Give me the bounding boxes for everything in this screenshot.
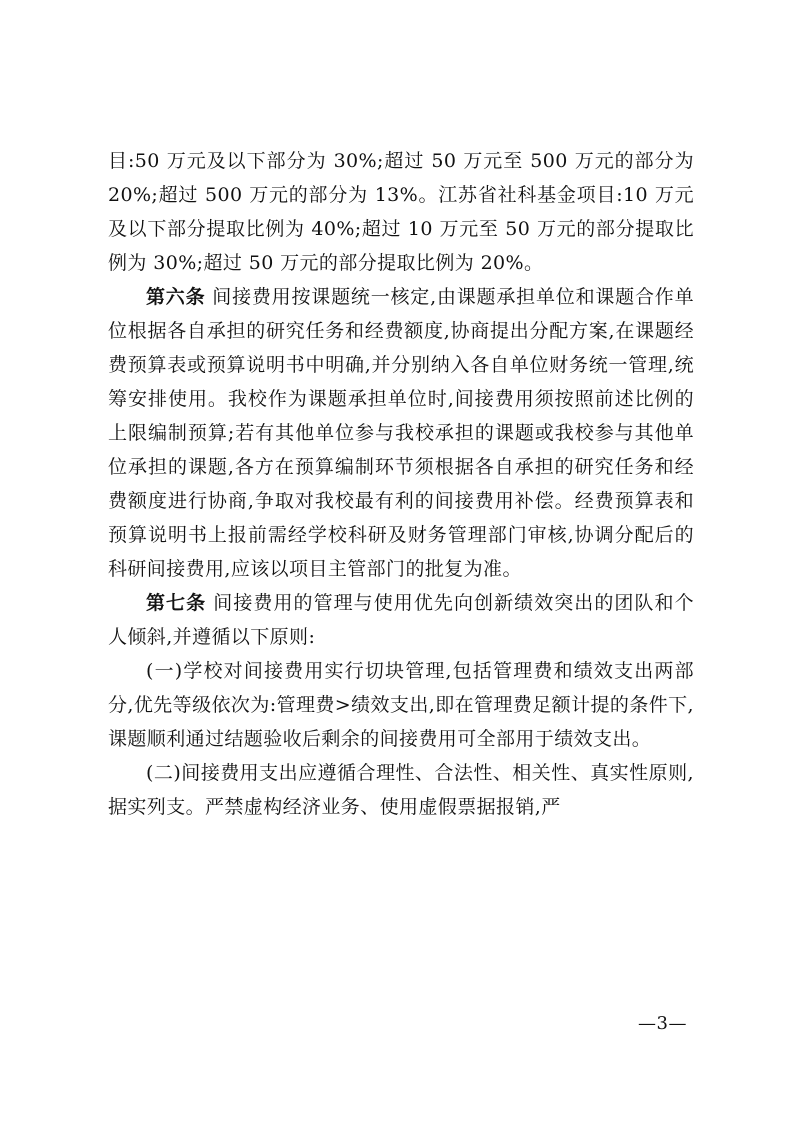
article-heading: 第六条 (146, 286, 206, 308)
paragraph-funding-ratios (108, 144, 694, 280)
paragraph-article-7 (108, 586, 694, 654)
page-number: —3— (638, 1013, 687, 1034)
paragraph-text: 目:50 万元及以下部分为 30%;超过 50 万元至 500 万元的部分为 20%;超过 500 万元的部分为 13%。江苏省社科基金项目:10 万元及以下部分提取比例为 40%;超过 10 万元至 50 万元的部分提取比例为 30%;超过 50 万元的部分提取比例为 20%。 (108, 150, 694, 274)
article-heading: 第七条 (146, 592, 207, 614)
paragraph-text: 间接费用的管理与使用优先向创新绩效突出的团队和个人倾斜,并遵循以下原则: (108, 592, 694, 648)
paragraph-text: 间接费用按课题统一核定,由课题承担单位和课题合作单位根据各自承担的研究任务和经费额度,协商提出分配方案,在课题经费预算表或预算说明书中明确,并分别纳入各自单位财务统一管理,统筹安排使用。我校作为课题承担单位时,间接费用须按照前述比例的上限编制预算;若有其他单位参与我校承担的课题或我校参与其他单位承担的课题,各方在预算编制环节须根据各自承担的研究任务和经费额度进行协商,争取对我校最有利的间接费用补偿。经费预算表和预算说明书上报前需经学校科研及财务管理部门审核,协调分配后的科研间接费用,应该以项目主管部门的批复为准。 (108, 286, 694, 580)
paragraph-item-1 (108, 654, 694, 756)
paragraph-article-6 (108, 280, 694, 586)
document-body (108, 144, 694, 824)
paragraph-text: (二)间接费用支出应遵循合理性、合法性、相关性、真实性原则,据实列支。严禁虚构经济业务、使用虚假票据报销,严 (108, 762, 694, 818)
paragraph-text: (一)学校对间接费用实行切块管理,包括管理费和绩效支出两部分,优先等级依次为:管理费>绩效支出,即在管理费足额计提的条件下,课题顺利通过结题验收后剩余的间接费用可全部用于绩效支出。 (108, 660, 694, 750)
paragraph-item-2 (108, 756, 694, 824)
